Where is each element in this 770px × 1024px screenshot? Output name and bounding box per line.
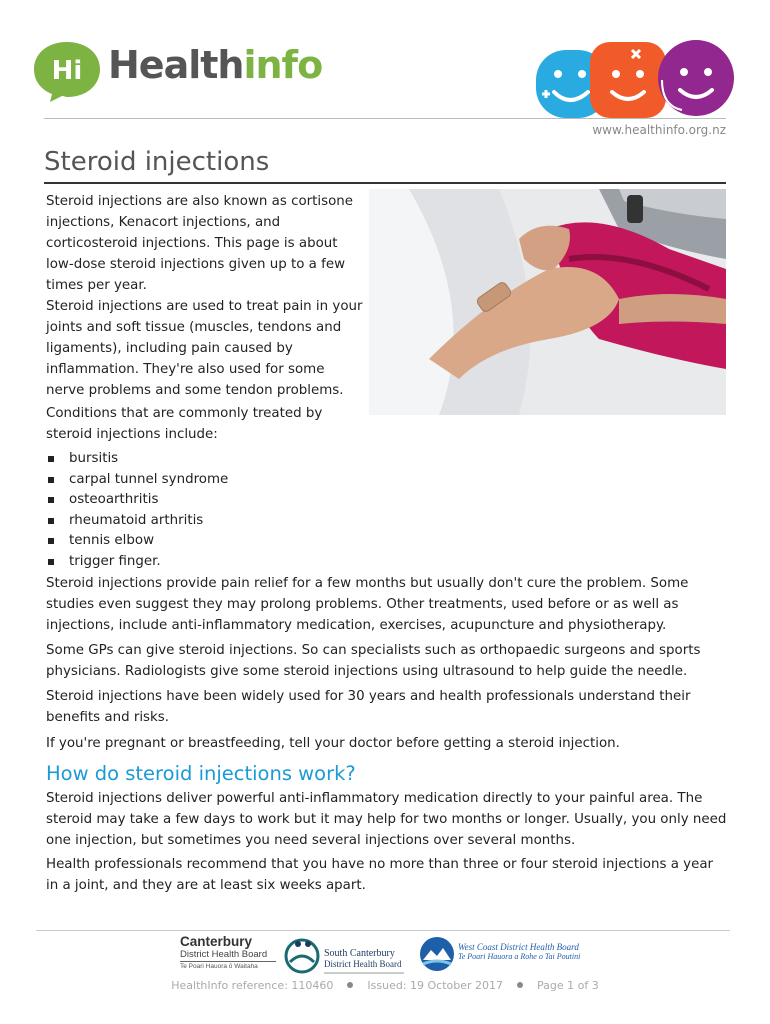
- header-divider: [44, 118, 726, 119]
- orange-face-icon: [590, 42, 666, 118]
- footer-reference: HealthInfo reference: 110460: [171, 979, 334, 992]
- healthinfo-logo-bubble: [32, 40, 102, 102]
- south-canterbury-dhb-logo: South Canterbury District Health Board: [324, 948, 414, 974]
- bullet-square-icon: [48, 518, 54, 524]
- conditions-list: [46, 449, 228, 572]
- list-item: tennis elbow: [46, 531, 228, 552]
- section-heading: How do steroid injections work?: [46, 762, 356, 785]
- body-paragraph-4: If you're pregnant or breastfeeding, tell your doctor before getting a steroid injection.: [46, 736, 620, 751]
- section-paragraph-1: Steroid injections deliver powerful anti-inflammatory medication directly to your painful area. The steroid may take a few days to work but it may help for two months or longer. Usually, you only need one injection, but sometimes you need several injections over several months.: [46, 791, 727, 848]
- intro-paragraph-1: Steroid injections are also known as cortisone injections, Kenacort injections, and corticosteroid injections. This page is about low-dose steroid injections given up to a few times per year.: [46, 194, 354, 293]
- section-paragraph-2: Health professionals recommend that you have no more than three or four steroid injections a year in a joint, and they are at least six weeks apart.: [46, 857, 714, 893]
- body-paragraph-1: Steroid injections provide pain relief for a few months but usually don't cure the problem. Some studies even suggest they may prolong problems. Other treatments, used before or as well as injections, include anti-inflammatory medication, exercises, acupuncture and physiotherapy.: [46, 576, 689, 633]
- arm-bandage-photo: [369, 189, 726, 415]
- intro-paragraph-2: Steroid injections are used to treat pain in your joints and soft tissue (muscles, tendons and ligaments), including pain caused by inflammation. They're also used for some nerve problems and some tendon problems.: [46, 299, 363, 398]
- bullet-square-icon: [48, 497, 54, 503]
- logo-hi-text: Hi: [51, 56, 83, 86]
- purple-face-icon: [658, 40, 734, 116]
- intro-paragraph-3: Conditions that are commonly treated by steroid injections include:: [46, 406, 323, 442]
- separator-dot-icon: [517, 982, 523, 988]
- footer-page: Page 1 of 3: [537, 979, 599, 992]
- footer-info: [0, 979, 770, 992]
- title-divider: [44, 182, 726, 184]
- body-paragraph-3: Steroid injections have been widely used for 30 years and health professionals understand their benefits and risks.: [46, 689, 691, 725]
- bullet-square-icon: [48, 456, 54, 462]
- west-coast-emblem-icon: [419, 936, 455, 972]
- list-item: bursitis: [46, 449, 228, 470]
- list-item: rheumatoid arthritis: [46, 511, 228, 532]
- list-item: osteoarthritis: [46, 490, 228, 511]
- site-url-link[interactable]: www.healthinfo.org.nz: [592, 123, 726, 137]
- healthinfo-logo-text: [108, 43, 323, 87]
- bullet-square-icon: [48, 477, 54, 483]
- logo-info: info: [243, 43, 323, 87]
- separator-dot-icon: [347, 982, 353, 988]
- footer-issued: Issued: 19 October 2017: [367, 979, 504, 992]
- smiley-faces-logo: [536, 36, 736, 120]
- bullet-square-icon: [48, 538, 54, 544]
- west-coast-dhb-logo: West Coast District Health Board Te Poari Hauora a Rohe o Tai Poutini: [458, 942, 581, 961]
- canterbury-dhb-logo: Canterbury District Health Board Te Poari Hauora ō Waitaha: [180, 934, 276, 972]
- page-title: Steroid injections: [44, 147, 270, 177]
- bullet-square-icon: [48, 559, 54, 565]
- south-canterbury-emblem-icon: [282, 934, 322, 974]
- footer-divider: [36, 930, 730, 931]
- list-item: trigger finger.: [46, 552, 228, 573]
- logo-health: Health: [108, 43, 244, 87]
- list-item: carpal tunnel syndrome: [46, 470, 228, 491]
- body-paragraph-2: Some GPs can give steroid injections. So can specialists such as orthopaedic surgeons and sports physicians. Radiologists give some steroid injections using ultrasound to help guide the needle.: [46, 643, 701, 679]
